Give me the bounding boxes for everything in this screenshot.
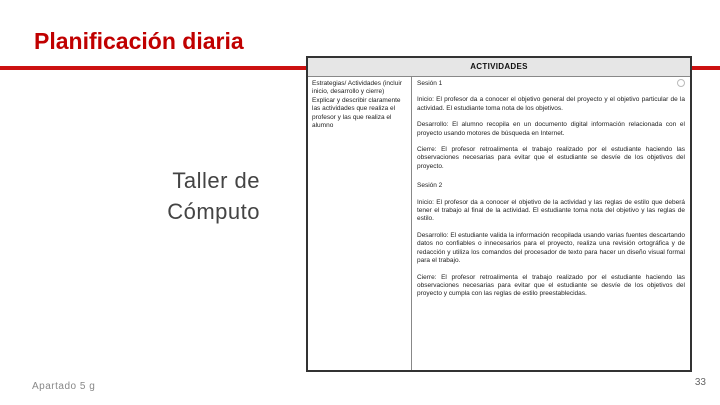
slide-title: Planificación diaria bbox=[34, 28, 244, 54]
session-2-desarrollo: Desarrollo: El estudiante valida la información recopilada usando varias fuentes descartando datos no confiables o innecesarios para el proyecto, realiza una revisión ortográfica y de redacción y utiliza los comandos del procesador de texto para hacer un diseño visual formal para el trabajo. bbox=[417, 231, 685, 265]
subtitle-line-1: Taller de bbox=[172, 168, 260, 193]
scroll-marker-icon bbox=[677, 79, 685, 87]
session-2-cierre: Cierre: El profesor retroalimenta el trabajo realizado por el estudiante haciendo las observaciones necesarias para evitar que el estudiante se desvíe de los objetivos del proyecto y cumpla con las reglas de estilo preestablecidas. bbox=[417, 273, 685, 298]
strategies-text: Estrategias/ Actividades (incluir inicio, desarrollo y cierre) Explicar y describir claramente las actividades que realiza el profesor y las que realiza el alumno bbox=[312, 80, 402, 130]
page-number: 33 bbox=[694, 377, 706, 388]
session-1-cierre: Cierre: El profesor retroalimenta el trabajo realizado por el estudiante haciendo las observaciones necesarias para evitar que el estudiante se desvíe de los objetivos del proyecto. bbox=[417, 146, 685, 170]
slide-subtitle bbox=[80, 165, 260, 227]
strategies-column bbox=[308, 77, 412, 370]
session-2-label: Sesión 2 bbox=[417, 182, 443, 190]
session-1-label: Sesión 1 bbox=[417, 80, 443, 87]
session-1-inicio: Inicio: El profesor da a conocer el objetivo general del proyecto y el objetivo particular de la actividad. El estudiante toma nota de los objetivos. bbox=[417, 96, 685, 112]
sessions-column bbox=[412, 77, 690, 370]
subtitle-line-2: Cómputo bbox=[167, 199, 260, 224]
session-1-desarrollo: Desarrollo: El alumno recopila en un documento digital información relacionada con el proyecto usando motores de búsqueda en Internet. bbox=[417, 121, 685, 137]
footer-section-label: Apartado 5 g bbox=[32, 381, 96, 392]
activities-table-image bbox=[306, 56, 692, 372]
session-2-inicio: Inicio: El profesor da a conocer el objetivo de la actividad y las reglas de estilo que deberá tener el trabajo al final de la actividad. El estudiante toma nota del objetivo y las reglas de estilo. bbox=[417, 198, 685, 223]
table-header: ACTIVIDADES bbox=[308, 58, 690, 77]
table-body bbox=[308, 77, 690, 370]
